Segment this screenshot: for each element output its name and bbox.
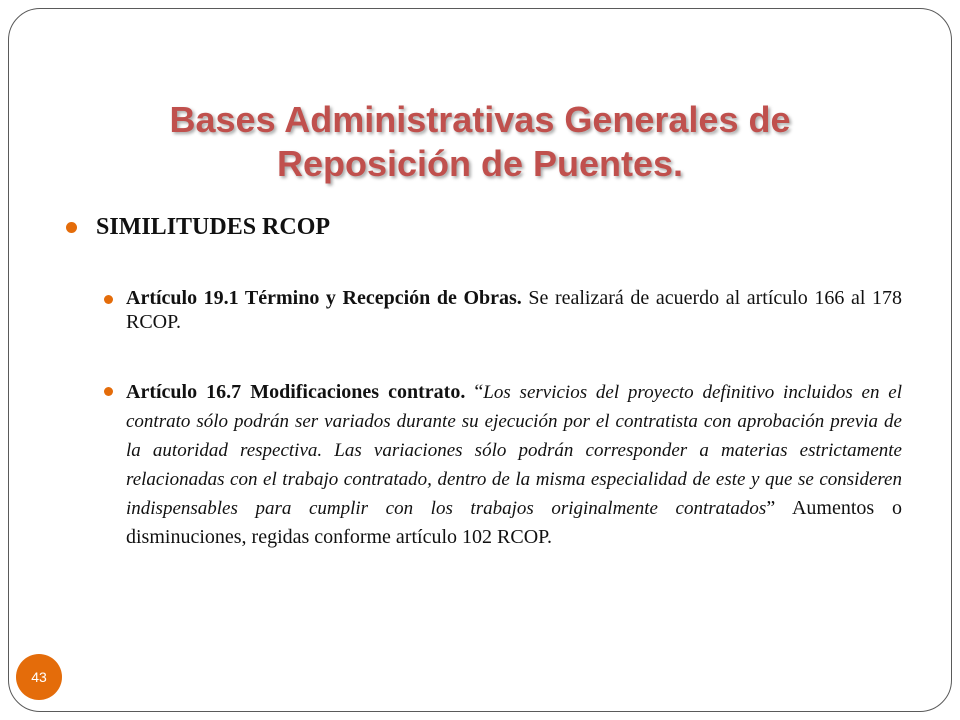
close-quote: ” <box>766 497 792 519</box>
section-heading: SIMILITUDES RCOP <box>96 214 331 240</box>
bullet-icon <box>104 295 113 304</box>
slide-title: Bases Administrativas Generales de Reposición de Puentes. <box>169 99 791 184</box>
item-text: Se realizará de acuerdo al artículo 166 al 178 RCOP. <box>126 287 902 333</box>
quoted-text: Los servicios del proyecto definitivo incluidos en el contrato sólo podrán ser variados durante su ejecución por el contratista con aprobación previa de la autoridad respectiva. Las variaciones sólo podrán corresponder a materias estrictamente relacionadas con el trabajo contratado, dentro de la misma especialidad de este y que se consideren indispensables para cumplir con los trabajos originalmente contratados <box>126 382 902 519</box>
item-label: Artículo 16.7 Modificaciones contrato. <box>126 381 466 403</box>
bullet-icon <box>104 387 113 396</box>
list-item <box>126 378 902 551</box>
open-quote: “ <box>465 381 484 403</box>
page-number-badge: 43 <box>16 654 62 700</box>
list-item <box>126 286 902 334</box>
item-text: Aumentos o disminuciones, regidas conforme artículo 102 RCOP. <box>126 497 903 548</box>
bullet-icon <box>66 222 77 233</box>
item-label: Artículo 19.1 Término y Recepción de Obras. <box>126 287 522 309</box>
